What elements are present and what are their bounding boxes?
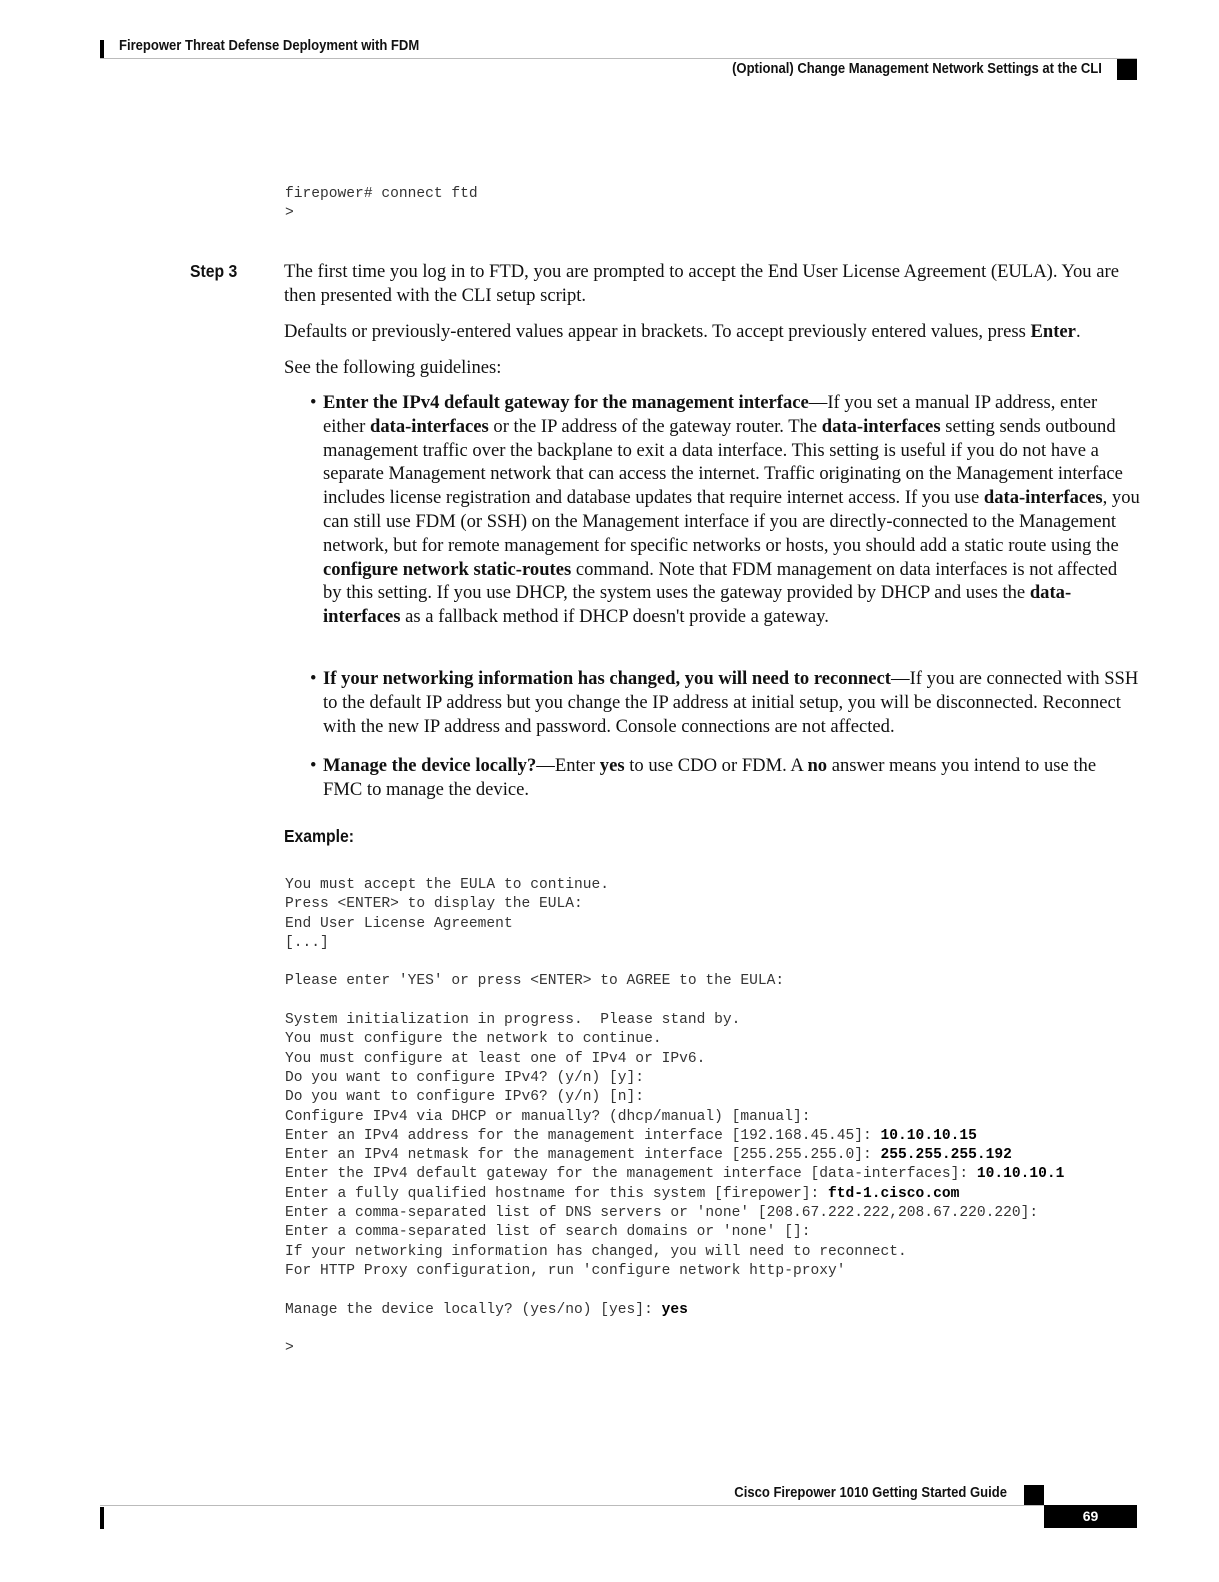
bullet-dot: • bbox=[310, 668, 317, 689]
guideline-item-manage-locally bbox=[310, 754, 1140, 802]
para-text: . bbox=[1075, 321, 1081, 342]
guideline-text: Manage the device locally?—Enter yes to use CDO or FDM. A no answer means you intend to use the FMC to manage the device. bbox=[323, 755, 1097, 800]
bullet-dot: • bbox=[310, 392, 317, 413]
guideline-title: Manage the device locally? bbox=[323, 755, 537, 776]
guideline-title: If your networking information has changed, you will need to reconnect bbox=[323, 668, 891, 689]
step-label: Step 3 bbox=[190, 261, 238, 281]
guideline-item-gateway bbox=[310, 391, 1140, 629]
header-square bbox=[1117, 59, 1137, 80]
guideline-item-reconnect bbox=[310, 667, 1140, 738]
header-left-bar bbox=[100, 40, 104, 58]
bullet-dot: • bbox=[310, 755, 317, 776]
user-input: ftd-1.cisco.com bbox=[827, 1185, 960, 1202]
step-intro-paragraph: The first time you log in to FTD, you are prompted to accept the End User License Agreement (EULA). You are then presented with the CLI setup script. bbox=[284, 261, 1119, 306]
code-line: firepower# connect ftd bbox=[285, 186, 478, 202]
footer-guide-title: Cisco Firepower 1010 Getting Started Guide bbox=[734, 1485, 1007, 1501]
code-block-connect bbox=[285, 185, 478, 224]
footer-square bbox=[1024, 1485, 1044, 1505]
enter-key-text: Enter bbox=[1030, 321, 1076, 342]
para-text: Defaults or previously-entered values appear in brackets. To accept previously entered values, press bbox=[284, 321, 1031, 342]
user-input: 10.10.10.1 bbox=[976, 1166, 1065, 1183]
user-input: 10.10.10.15 bbox=[880, 1127, 977, 1144]
defaults-paragraph bbox=[284, 320, 1139, 344]
page-number: 69 bbox=[1044, 1505, 1137, 1528]
code-line: > bbox=[285, 205, 294, 222]
header-section-title: (Optional) Change Management Network Settings at the CLI bbox=[732, 61, 1102, 77]
example-heading: Example: bbox=[284, 826, 355, 846]
footer-left-bar bbox=[100, 1507, 104, 1529]
guidelines-intro: See the following guidelines: bbox=[284, 357, 502, 378]
header-rule bbox=[100, 58, 1137, 59]
user-input: 255.255.255.192 bbox=[880, 1147, 1012, 1164]
guideline-text: Enter the IPv4 default gateway for the management interface—If you set a manual IP address, enter either data-interfaces or the IP address of the gateway router. The data-interfaces setting sends outbound management traffic over the backplane to exit a data interface. This setting is useful if you do not have a separate Management network that can access the internet. Traffic originating on the Management interface includes license registration and database updates that require internet access. If you use data-interfaces, you can still use FDM (or SSH) on the Management interface if you are directly-connected to the Management network, but for remote management for specific networks or hosts, you should add a static route using the configure network static-routes command. Note that FDM management on data interfaces is not affected by this setting. If you use DHCP, the system uses the gateway provided by DHCP and uses the data-interfaces as a fallback method if DHCP doesn't provide a gateway. bbox=[323, 392, 1140, 628]
guideline-title: Enter the IPv4 default gateway for the management interface bbox=[323, 392, 809, 413]
header-doc-title: Firepower Threat Defense Deployment with FDM bbox=[119, 38, 420, 54]
guideline-text: If your networking information has changed, you will need to reconnect—If you are connected with SSH to the default IP address but you change the IP address at initial setup, you will be disconnected. Reconnect with the new IP address and password. Console connections are not affected. bbox=[323, 668, 1139, 737]
code-block-example: You must accept the EULA to continue. Press <ENTER> to display the EULA: End User License Agreement [...] Please enter 'YES' or press <ENTER> to AGREE to the EULA: System initialization in progress. Please stand by. You must configure the network to continue. You must configure at least one of IPv4 or IPv6. Do you want to configure IPv4? (y/n) [y]: Do you want to configure IPv6? (y/n) [n]: Configure IPv4 via DHCP or manually? (dhcp/manual) [manual]: Enter an IPv4 address for the management interface [192.168.45.45]: 10.10.10.15 Enter an IPv4 netmask for the management interface [255.255.255.0]: 255.255.255.192 Enter the IPv4 default gateway for the management interface [data-interfaces]: 10.10.10.1 Enter a fully qualified hostname for this system [firepower]: ftd-1.cisco.com Enter a comma-separated list of DNS servers or 'none' [208.67.222.222,208.67.220.220]: Enter a comma-separated list of search domains or 'none' []: If your networking information has changed, you will need to reconnect. For HTTP Proxy configuration, run 'configure network http-proxy' Manage the device locally? (yes/no) [yes]: yes > bbox=[285, 877, 1065, 1357]
footer-rule bbox=[100, 1505, 1137, 1506]
user-input: yes bbox=[661, 1301, 688, 1318]
